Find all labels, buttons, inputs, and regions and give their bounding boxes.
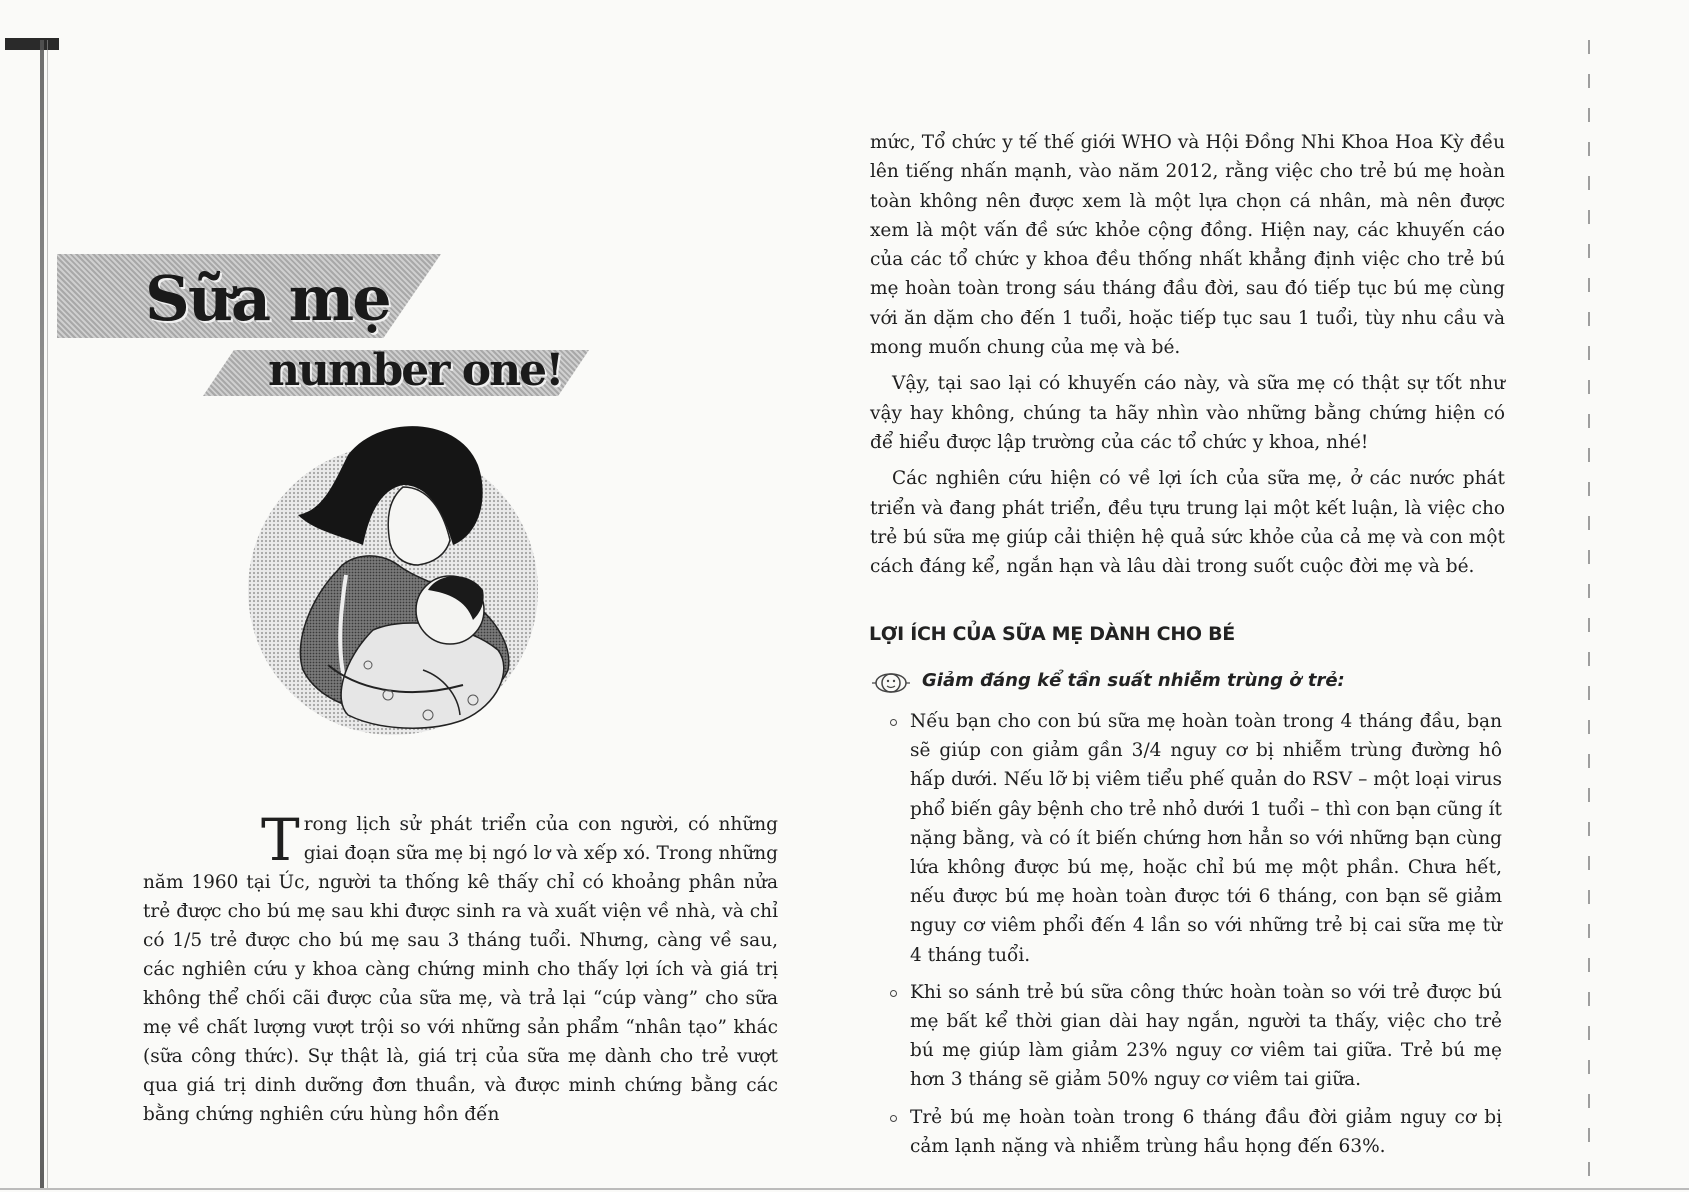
benefit-bullet-list (890, 707, 1502, 1169)
right-paragraph-3: Các nghiên cứu hiện có về lợi ích của sữa mẹ, ở các nước phát triển và đang phát triển, đều tựu trung lại một kết luận, là việc cho trẻ bú sữa mẹ giúp cải thiện hệ quả sức khỏe của cả mẹ và con một cách đáng kể, ngắn hạn và lâu dài trong suốt cuộc đời mẹ và bé. (870, 468, 1505, 578)
bullet-icon (890, 990, 897, 997)
drop-cap: T (261, 806, 300, 874)
page-bottom-edge (0, 1188, 1689, 1190)
list-item (890, 707, 1502, 970)
bullet-text: Nếu bạn cho con bú sữa mẹ hoàn toàn trong 4 tháng đầu, bạn sẽ giúp con giảm gần 3/4 nguy cơ bị nhiễm trùng đường hô hấp dưới. Nếu lỡ bị viêm tiểu phế quản do RSV – một loại virus phổ biến gây bệnh cho trẻ nhỏ dưới 1 tuổi – thì con bạn cũng ít nặng bằng, và có ít biến chứng hơn hẳn so với những bạn cùng lứa không được bú mẹ, hoặc chỉ bú mẹ một phần. Chưa hết, nếu được bú mẹ hoàn toàn được tới 6 tháng, con bạn sẽ giảm nguy cơ viêm phổi đến 4 lần so với những trẻ bị cai sữa mẹ từ 4 tháng tuổi. (910, 711, 1502, 966)
right-page-edge (1588, 40, 1590, 1180)
right-page-text (870, 128, 1505, 588)
left-page-paragraph (143, 806, 778, 1129)
page-binding-edge (40, 40, 44, 1190)
chapter-title-line-2: number one! (268, 345, 563, 396)
list-item (890, 1103, 1502, 1161)
bullet-text: Trẻ bú mẹ hoàn toàn trong 6 tháng đầu đời giảm nguy cơ bị cảm lạnh nặng và nhiễm trùng hầu họng đến 63%. (910, 1106, 1502, 1157)
bullet-text: Khi so sánh trẻ bú sữa công thức hoàn toàn so với trẻ được bú mẹ bất kể thời gian dài hay ngắn, người ta thấy, việc cho trẻ bú mẹ giúp làm giảm 23% nguy cơ viêm tai giữa. Trẻ bú mẹ hơn 3 tháng sẽ giảm 50% nguy cơ viêm tai giữa. (910, 981, 1502, 1091)
section-heading: LỢI ÍCH CỦA SỮA MẸ DÀNH CHO BÉ (869, 623, 1235, 645)
right-paragraph-2: Vậy, tại sao lại có khuyến cáo này, và sữa mẹ có thật sự tốt như vậy hay không, chúng ta hãy nhìn vào những bằng chứng hiện có để hiểu được lập trường của các tổ chức y khoa, nhé! (870, 373, 1505, 453)
page-binding-edge-thin (47, 40, 48, 1190)
bullet-icon (890, 1115, 897, 1122)
chapter-title-line-1: Sữa mẹ (145, 262, 390, 335)
right-paragraph-1: mức, Tổ chức y tế thế giới WHO và Hội Đồng Nhi Khoa Hoa Kỳ đều lên tiếng nhấn mạnh, vào năm 2012, rằng việc cho trẻ bú mẹ hoàn toàn không nên được xem là một lựa chọn cá nhân, mà nên được xem là một vấn đề sức khỏe cộng đồng. Hiện nay, các khuyến cáo của các tổ chức y khoa đều thống nhất khẳng định việc cho trẻ bú mẹ hoàn toàn trong sáu tháng đầu đời, sau đó tiếp tục bú mẹ cùng với ăn dặm cho đến 1 tuổi, hoặc tiếp tục sau 1 tuổi, tùy nhu cầu và mong muốn chung của mẹ và bé. (870, 132, 1505, 359)
scan-corner-mark (5, 38, 59, 50)
baby-face-icon (870, 666, 912, 700)
bullet-icon (890, 719, 897, 726)
list-item (890, 978, 1502, 1095)
subheading: Giảm đáng kể tần suất nhiễm trùng ở trẻ: (922, 670, 1345, 691)
mother-breastfeeding-baby-illustration (228, 415, 568, 760)
left-paragraph-text: rong lịch sử phát triển của con người, có những giai đoạn sữa mẹ bị ngó lơ và xếp xó. Trong những năm 1960 tại Úc, người ta thống kê thấy chỉ có khoảng phân nửa trẻ được cho bú mẹ sau khi được sinh ra và xuất viện về nhà, và chỉ có 1/5 trẻ được cho bú mẹ sau 3 tháng tuổi. Nhưng, càng về sau, các nghiên cứu y khoa càng chứng minh cho thấy lợi ích và giá trị không thể chối cãi được của sữa mẹ, và trả lại “cúp vàng” cho sữa mẹ về chất lượng vượt trội so với những sản phẩm “nhân tạo” khác (sữa công thức). Sự thật là, giá trị của sữa mẹ dành cho trẻ vượt qua giá trị dinh dưỡng đơn thuần, và được minh chứng bằng các bằng chứng nghiên cứu hùng hồn đến (143, 814, 778, 1125)
